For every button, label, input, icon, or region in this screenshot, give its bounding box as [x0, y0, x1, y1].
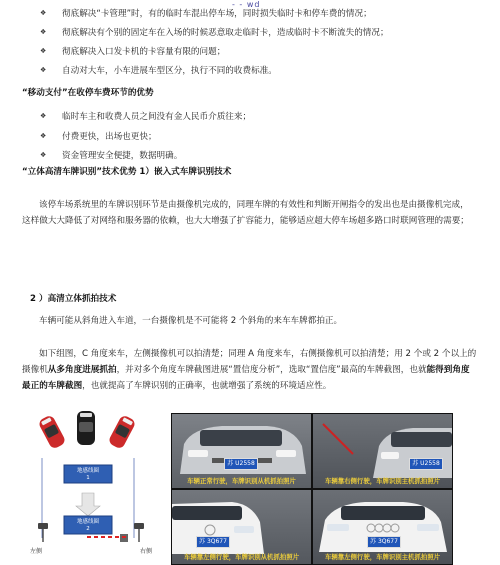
photo-caption: 车辆靠左侧行驶，车牌识别从机抓拍照片 [183, 553, 300, 561]
bullet-item [40, 63, 277, 76]
coil-label-text: 地感线圈 [76, 519, 99, 525]
right-side-label: 右侧 [140, 548, 153, 555]
license-plate: 苏 3Q677 [196, 536, 230, 548]
paragraph-text: ，并对多个角度车牌截图进展“置信度分析”，选取“置信度”最高的车牌截图，也就 [116, 365, 427, 375]
bullet-item [40, 129, 157, 142]
paragraph-text: ，也就提高了车牌识别的正确率，也就增强了系统的环境适应性。 [82, 381, 332, 391]
section-heading-mobile-pay: “移动支付”在收停车费环节的优势 [22, 88, 154, 98]
bullet-text: 资金管理安全便捷，数据明确。 [62, 150, 183, 161]
bullet-item [40, 148, 182, 161]
diamond-bullet-icon: ❖ [40, 111, 47, 120]
capture-photo [313, 490, 452, 564]
diamond-bullet-icon: ❖ [40, 46, 47, 55]
lane-diagram-graphic [22, 410, 162, 560]
car-right-red [107, 414, 136, 450]
capture-photo [172, 490, 311, 564]
section-heading-stereo-plate: “立体高清车牌识别”技术优势 1）嵌入式车牌识别技术 [22, 167, 232, 177]
bullet-text: 自动对大车，小车进展车型区分，执行不同的收费标准。 [62, 65, 277, 76]
photo-caption: 车辆靠左侧行驶，车牌识别主机抓拍照片 [324, 553, 441, 561]
car-middle-black [77, 411, 95, 445]
paragraph-oblique-entry: 车辆可能从斜角进入车道，一台摄像机是不可能将 2 个斜角的来车车牌都拍正。 [39, 316, 343, 326]
paragraph-multi-angle [22, 346, 477, 394]
coil-2-label [64, 519, 112, 533]
bullet-item [40, 109, 251, 122]
photo-caption: 车辆正常行驶，车牌识别从机抓拍照片 [187, 477, 296, 485]
bullet-text: 彻底解决入口发卡机的卡容量有限的问题； [62, 46, 226, 57]
emphasis-text: 能得到角度最正的车牌截图 [22, 365, 470, 391]
bullet-text: 临时车主和收费人员之间没有金人民币介质往来； [62, 111, 252, 122]
license-plate: 苏 3Q677 [367, 536, 401, 548]
bullet-text: 彻底解决有个别的固定车在入场的时候恶意取走临时卡，造成临时卡不断流失的情况； [62, 27, 389, 38]
section-heading-hd-capture: 2 ）高清立体抓拍技术 [30, 294, 117, 304]
license-plate: 苏 U2558 [224, 458, 258, 470]
license-plate: 苏 U2558 [409, 458, 443, 470]
diamond-bullet-icon: ❖ [40, 150, 47, 159]
diamond-bullet-icon: ❖ [40, 131, 47, 140]
camera-left-icon [38, 523, 48, 542]
bullet-text: 付费更快，出场也更快； [62, 131, 157, 142]
paragraph-text: 如下组图，C 角度来车，左侧摄像机可以拍清楚；同理 A 角度来车，右侧摄像机可以拍清楚；用 2 个或 2 个以上的摄像机 [22, 349, 477, 375]
coil-label-text: 地感线圈 [76, 468, 99, 474]
capture-photo [313, 414, 452, 488]
camera-right-icon [134, 523, 144, 542]
diamond-bullet-icon: ❖ [40, 27, 47, 36]
lane-diagram [22, 410, 162, 560]
left-side-label: 左侧 [30, 548, 43, 555]
capture-photo-grid [171, 413, 453, 565]
diamond-bullet-icon: ❖ [40, 8, 47, 17]
bullet-item [40, 25, 389, 38]
bullet-item [40, 6, 372, 19]
header-mark: - - wd [232, 0, 261, 9]
car-left-red [37, 414, 66, 450]
photo-caption: 车辆靠右侧行驶，车牌识别主机抓拍照片 [324, 477, 441, 485]
coil-1-label [64, 468, 112, 482]
capture-photo [172, 414, 311, 488]
coil-number: 2 [86, 526, 90, 532]
diamond-bullet-icon: ❖ [40, 65, 47, 74]
coil-number: 1 [86, 475, 90, 481]
bullet-item [40, 44, 225, 57]
bullet-text: 彻底解决“卡管理”时，有的临时车混出停车场，同时损失临时卡和停车费的情况； [62, 8, 372, 19]
emphasis-text: 从多角度进展抓拍 [47, 365, 117, 375]
paragraph-embedded-recognition: 该停车场系统里的车牌识别环节是由摄像机完成的，同理车牌的有效性和判断开闸指令的发出也是由摄像机完成，这样做大大降低了对网络和服务器的依赖，也大大增强了扩容能力，能够适应超大停车场超多路口时联网管理的需要； [22, 200, 469, 226]
arrow-down-icon [76, 493, 100, 516]
